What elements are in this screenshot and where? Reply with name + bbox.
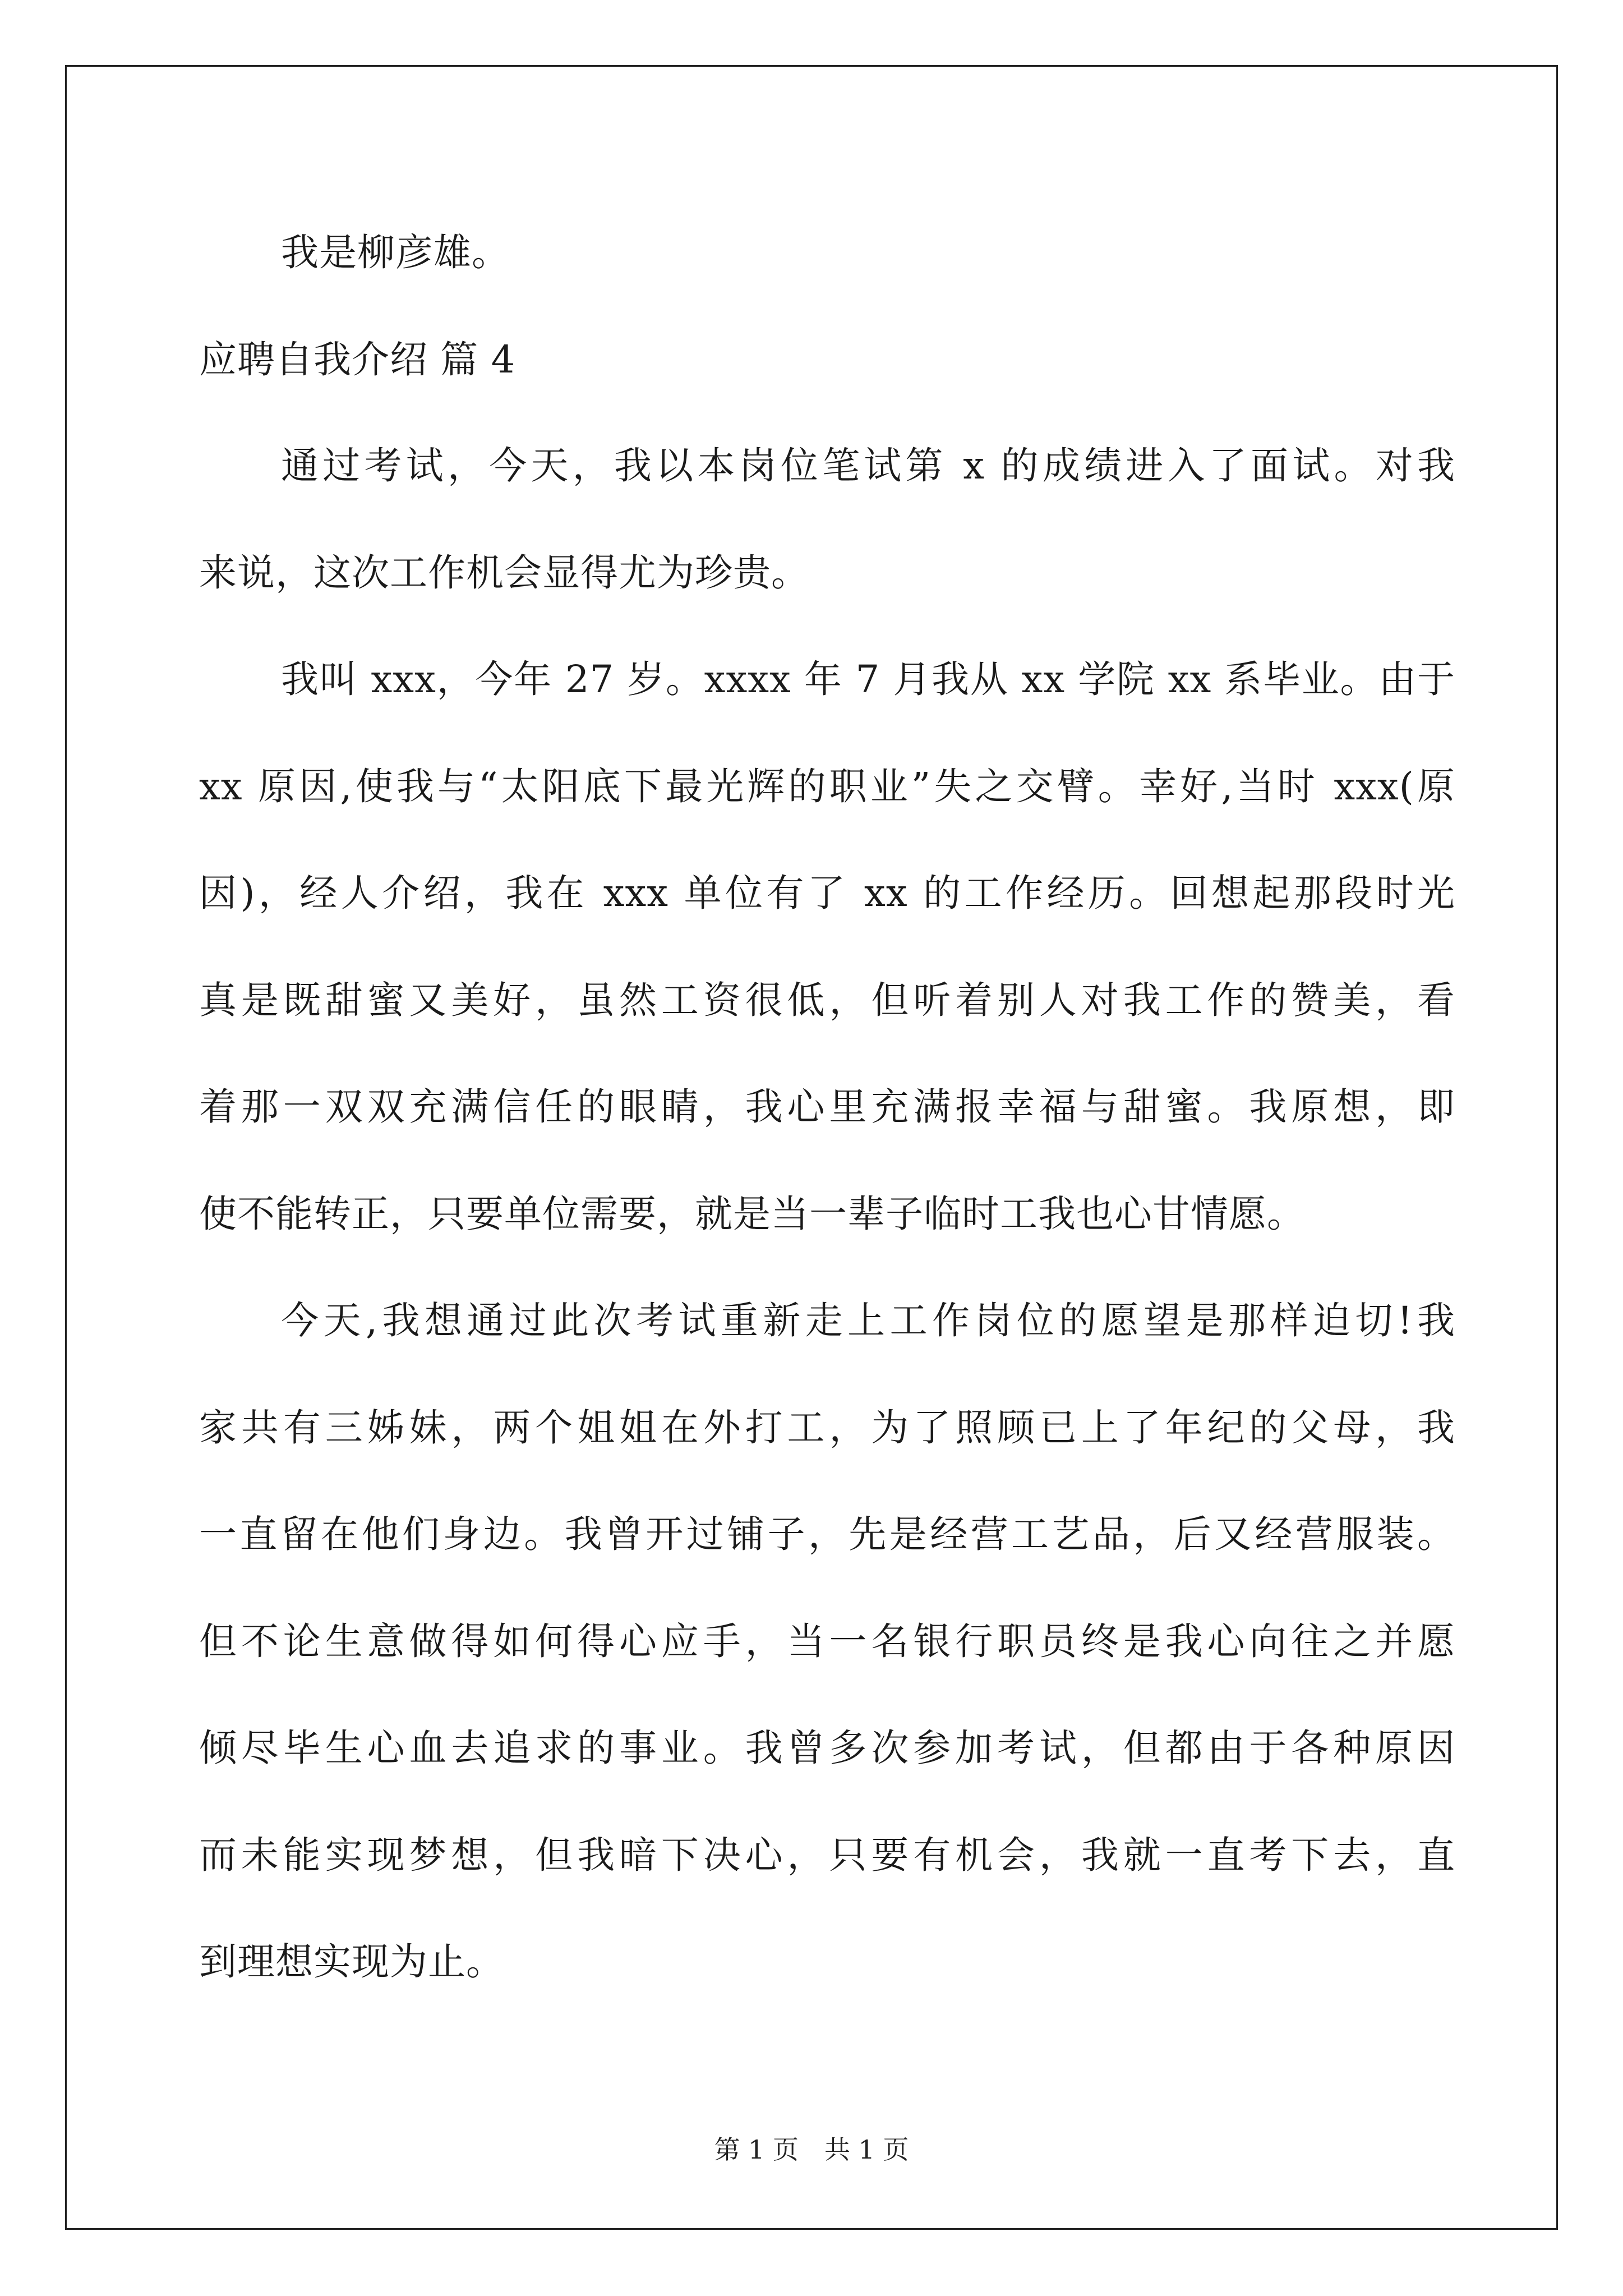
- text-line: 一直留在他们身边。我曾开过铺子，先是经营工艺品，后又经营服装。: [199, 1512, 1455, 1556]
- text-line: 家共有三姊妹，两个姐姐在外打工，为了照顾已上了年纪的父母，我: [199, 1406, 1455, 1450]
- text-line: 今天,我想通过此次考试重新走上工作岗位的愿望是那样迫切!我: [281, 1299, 1455, 1342]
- text-line: 我是柳彦雄。: [281, 231, 510, 274]
- text-line: 来说，这次工作机会显得尤为珍贵。: [199, 551, 809, 595]
- text-line: 使不能转正，只要单位需要，就是当一辈子临时工我也心甘情愿。: [199, 1192, 1305, 1236]
- text-line: 但不论生意做得如何得心应手，当一名银行职员终是我心向往之并愿: [199, 1619, 1455, 1663]
- text-line: 到理想实现为止。: [199, 1940, 504, 1984]
- text-line: 我叫 xxx，今年 27 岁。xxxx 年 7 月我从 xx 学院 xx 系毕业。由于: [281, 657, 1455, 701]
- text-line: 真是既甜蜜又美好，虽然工资很低，但听着别人对我工作的赞美，看: [199, 978, 1455, 1022]
- text-line: xx 原因,使我与“太阳底下最光辉的职业”失之交臂。幸好,当时 xxx(原: [199, 765, 1455, 808]
- text-line: 通过考试，今天，我以本岗位笔试第 x 的成绩进入了面试。对我: [281, 444, 1455, 487]
- page-border: [65, 65, 1558, 2230]
- page-footer: 第 1 页 共 1 页: [714, 2134, 909, 2165]
- text-line: 而未能实现梦想，但我暗下决心，只要有机会，我就一直考下去，直: [199, 1833, 1455, 1877]
- text-line: 倾尽毕生心血去追求的事业。我曾多次参加考试，但都由于各种原因: [199, 1726, 1455, 1770]
- text-line: 着那一双双充满信任的眼睛，我心里充满报幸福与甜蜜。我原想，即: [199, 1085, 1455, 1129]
- section-heading: 应聘自我介绍 篇 4: [199, 338, 516, 381]
- text-line: 因)，经人介绍，我在 xxx 单位有了 xx 的工作经历。回想起那段时光: [199, 871, 1455, 915]
